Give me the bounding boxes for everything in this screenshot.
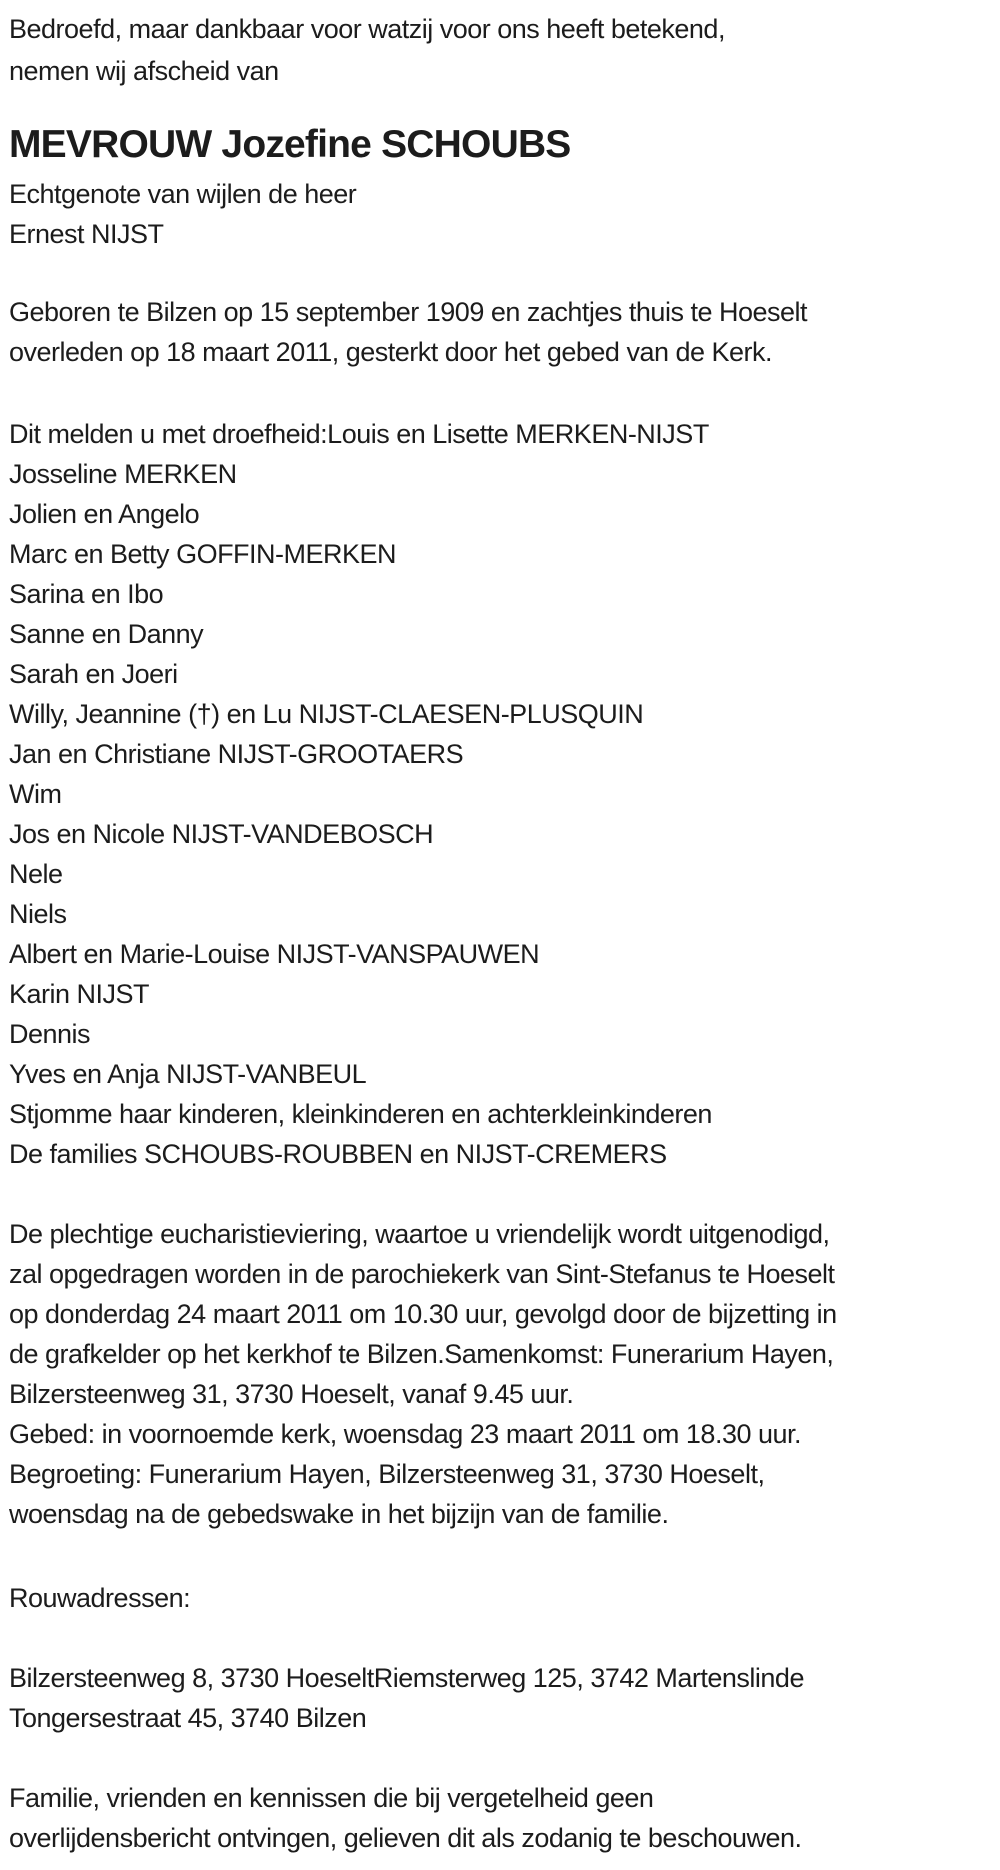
family-line: Nele [9, 859, 63, 889]
ceremony-line: op donderdag 24 maart 2011 om 10.30 uur, gevolgd door de bijzetting in [9, 1299, 837, 1329]
family-line: Josseline MERKEN [9, 459, 237, 489]
family-line: Sarah en Joeri [9, 659, 178, 689]
family-line: Dennis [9, 1019, 91, 1049]
family-line: Sarina en Ibo [9, 579, 164, 609]
family-line: Wim [9, 779, 62, 809]
birth-death-line-1: Geboren te Bilzen op 15 september 1909 en zachtjes thuis te Hoeselt [9, 297, 808, 327]
intro-line-2: nemen wij afscheid van [9, 56, 279, 86]
birth-death-paragraph [9, 292, 992, 372]
intro-paragraph [9, 8, 992, 92]
spouse-line-1: Echtgenote van wijlen de heer [9, 179, 357, 209]
mourning-addresses-list [9, 1658, 992, 1738]
ceremony-line: zal opgedragen worden in de parochiekerk van Sint-Stefanus te Hoeselt [9, 1259, 835, 1289]
family-line: Jolien en Angelo [9, 499, 200, 529]
family-line: Jos en Nicole NIJST-VANDEBOSCH [9, 819, 434, 849]
family-announcement-list [9, 414, 992, 1174]
family-line: Marc en Betty GOFFIN-MERKEN [9, 539, 397, 569]
spouse-paragraph [9, 174, 992, 254]
address-line: Tongersestraat 45, 3740 Bilzen [9, 1703, 367, 1733]
spouse-line-2: Ernest NIJST [9, 219, 164, 249]
closing-line-2: overlijdensbericht ontvingen, gelieven dit als zodanig te beschouwen. [9, 1823, 802, 1853]
mourning-addresses-heading: Rouwadressen: [9, 1583, 191, 1613]
ceremony-line: woensdag na de gebedswake in het bijzijn van de familie. [9, 1499, 669, 1529]
ceremony-line: Begroeting: Funerarium Hayen, Bilzersteenweg 31, 3730 Hoeselt, [9, 1459, 765, 1489]
ceremony-line: Gebed: in voornoemde kerk, woensdag 23 maart 2011 om 18.30 uur. [9, 1419, 802, 1449]
family-line: De families SCHOUBS-ROUBBEN en NIJST-CREMERS [9, 1139, 667, 1169]
family-line: Dit melden u met droefheid:Louis en Lisette MERKEN-NIJST [9, 419, 709, 449]
family-line: Willy, Jeannine (†) en Lu NIJST-CLAESEN-PLUSQUIN [9, 699, 644, 729]
ceremony-line: De plechtige eucharistieviering, waartoe u vriendelijk wordt uitgenodigd, [9, 1219, 830, 1249]
ceremony-details-paragraph [9, 1214, 992, 1534]
birth-death-line-2: overleden op 18 maart 2011, gesterkt door het gebed van de Kerk. [9, 337, 773, 367]
ceremony-line: de grafkelder op het kerkhof te Bilzen.Samenkomst: Funerarium Hayen, [9, 1339, 834, 1369]
address-line: Bilzersteenweg 8, 3730 HoeseltRiemsterweg 125, 3742 Martenslinde [9, 1663, 804, 1693]
ceremony-line: Bilzersteenweg 31, 3730 Hoeselt, vanaf 9.45 uur. [9, 1379, 574, 1409]
family-line: Sanne en Danny [9, 619, 204, 649]
family-line: Karin NIJST [9, 979, 150, 1009]
closing-paragraph [9, 1778, 992, 1858]
family-line: Niels [9, 899, 67, 929]
intro-line-1: Bedroefd, maar dankbaar voor watzij voor ons heeft betekend, [9, 14, 725, 44]
family-line: Albert en Marie-Louise NIJST-VANSPAUWEN [9, 939, 540, 969]
family-line: Yves en Anja NIJST-VANBEUL [9, 1059, 367, 1089]
closing-line-1: Familie, vrienden en kennissen die bij vergetelheid geen [9, 1783, 654, 1813]
family-line: Stjomme haar kinderen, kleinkinderen en achterkleinkinderen [9, 1099, 712, 1129]
family-line: Jan en Christiane NIJST-GROOTAERS [9, 739, 464, 769]
deceased-name-title: MEVROUW Jozefine SCHOUBS [9, 123, 571, 166]
